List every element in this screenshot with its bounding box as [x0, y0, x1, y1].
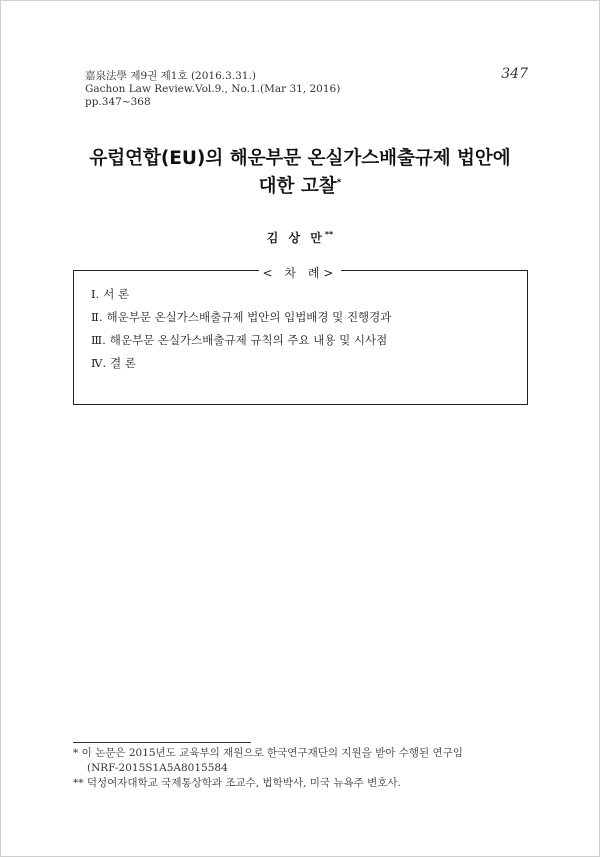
journal-header: [85, 70, 340, 109]
toc-item-text: 해운부문 온실가스배출규제 법안의 입법배경 및 진행경과: [106, 310, 392, 324]
toc-item-text: 해운부문 온실가스배출규제 규칙의 주요 내용 및 시사점: [109, 333, 388, 347]
author-name: 김 상 만: [266, 231, 325, 245]
toc-item: [91, 356, 391, 379]
toc-list: [91, 287, 391, 379]
toc-item: [91, 310, 391, 333]
toc-item-number: Ⅱ.: [91, 310, 103, 324]
footnote-2: ** 덕성여자대학교 국제통상학과 조교수, 법학박사, 미국 뉴욕주 변호사.: [73, 777, 401, 789]
author-footnote-mark: **: [324, 230, 334, 239]
paper-title-line2: [0, 172, 600, 198]
title-text-line2: 대한 고찰: [258, 176, 337, 197]
toc-item-text: 서 론: [103, 287, 130, 301]
paper-title-line1: [0, 144, 600, 170]
author: [0, 229, 600, 246]
page-number: 347: [501, 66, 528, 82]
footnotes: [73, 746, 463, 791]
toc-label: < 차 례>: [0, 262, 600, 281]
journal-english: Gachon Law Review.Vol.9., No.1.(Mar 31, 2016): [85, 83, 341, 95]
journal-pages: pp.347~368: [85, 96, 151, 108]
footnote-divider: [73, 742, 251, 743]
toc-item: [91, 287, 391, 310]
footnote-1-line2: (NRF-2015S1A5A8015584: [87, 762, 228, 774]
toc-label-text: 차 례: [284, 266, 324, 280]
toc-item-text: 결 론: [110, 356, 137, 370]
footnote-1-line1: * 이 논문은 2015년도 교육부의 재원으로 한국연구재단의 지원을 받아 수행된 연구임: [73, 747, 463, 759]
title-text-line1: 유럽연합(EU)의 해운부문 온실가스배출규제 법안에: [89, 148, 511, 169]
toc-item-number: Ⅲ.: [91, 333, 106, 347]
journal-korean: 嘉泉法學 제9권 제1호 (2016.3.31.): [85, 70, 256, 82]
toc-item-number: Ⅳ.: [91, 356, 107, 370]
title-footnote-mark: *: [336, 177, 342, 188]
toc-item-number: Ⅰ.: [91, 287, 100, 301]
toc-item: [91, 333, 391, 356]
